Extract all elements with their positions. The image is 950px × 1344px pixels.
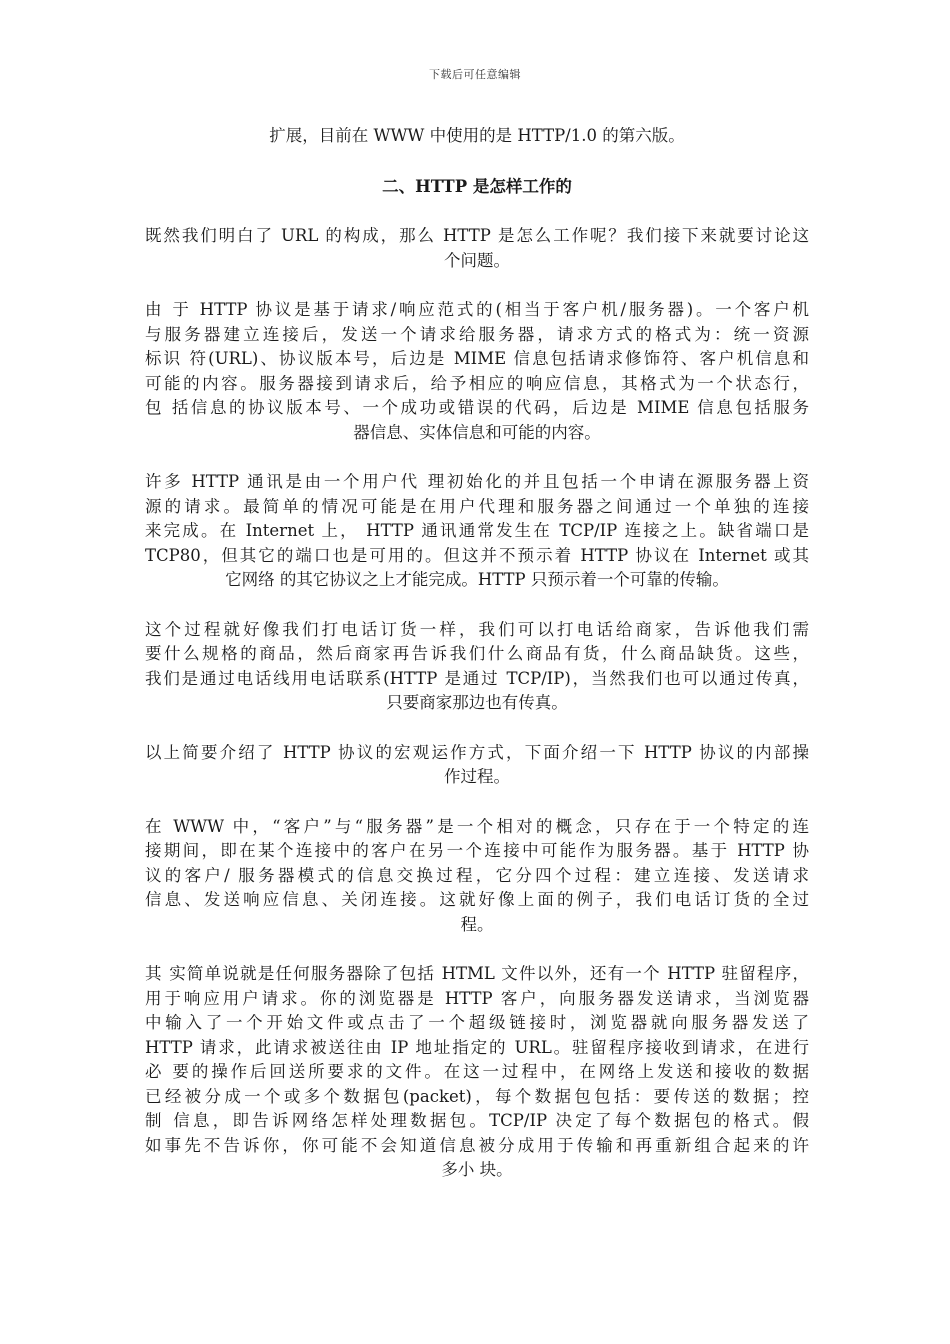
paragraph-4	[145, 618, 809, 716]
intro-paragraph	[145, 124, 809, 149]
text-line: 必 要的操作后回送所要求的文件。在这一过程中，在网络上发送和接收的数据	[145, 1062, 809, 1081]
paragraph-1	[145, 224, 809, 273]
text-line: 这个过程就好像我们打电话订货一样，我们可以打电话给商家，告诉他我们需	[145, 619, 809, 639]
text-line: 多小 块。	[441, 1160, 513, 1179]
text-line: 器信息、实体信息和可能的内容。	[353, 422, 601, 442]
text-line: 用于响应用户请求。你的浏览器是 HTTP 客户，向服务器发送请求，当浏览器	[145, 988, 809, 1008]
text-line: 包 括信息的协议版本号、一个成功或错误的代码，后边是 MIME 信息包括服务	[145, 398, 809, 417]
paragraph-7	[145, 962, 809, 1183]
page-header-note: 下载后可任意编辑	[429, 68, 521, 81]
text-line: 程。	[460, 914, 494, 934]
section-heading: 二、HTTP 是怎样工作的	[382, 176, 572, 196]
text-line: TCP80，但其它的端口也是可用的。但这并不预示着 HTTP 协议在 Internet 或其	[145, 545, 809, 565]
text-line: 与服务器建立连接后，发送一个请求给服务器，请求方式的格式为：统一资源	[145, 324, 809, 344]
text-line: 要什么规格的商品，然后商家再告诉我们什么商品有货，什么商品缺货。这些，	[145, 644, 809, 663]
text-line: 其 实简单说就是任何服务器除了包括 HTML 文件以外，还有一个 HTTP 驻留程序，	[145, 964, 809, 983]
text-line: 中输入了一个开始文件或点击了一个超级链接时，浏览器就向服务器发送了	[145, 1013, 809, 1032]
text-line: 只要商家那边也有传真。	[386, 693, 568, 712]
text-line: 制 信息，即告诉网络怎样处理数据包。TCP/IP 决定了每个数据包的格式。假	[145, 1111, 809, 1130]
text-line: 接期间，即在某个连接中的客户在另一个连接中可能作为服务器。基于 HTTP 协	[145, 841, 809, 860]
paragraph-5	[145, 741, 809, 790]
text-line: 已经被分成一个或多个数据包(packet)，每个数据包包括：要传送的数据；控	[145, 1086, 809, 1106]
text-line: 我们是通过电话线用电话联系(HTTP 是通过 TCP/IP)，当然我们也可以通过传真，	[145, 668, 809, 688]
text-line: 标识 符(URL)、协议版本号，后边是 MIME 信息包括请求修饰符、客户机信息和	[145, 349, 809, 368]
text-line: 扩展，目前在 WWW 中使用的是 HTTP/1.0 的第六版。	[269, 126, 685, 145]
text-line: 可能的内容。服务器接到请求后，给予相应的响应信息，其格式为一个状态行，	[145, 373, 809, 393]
paragraph-3	[145, 470, 809, 593]
text-line: 它网络 的其它协议之上才能完成。HTTP 只预示着一个可靠的传输。	[225, 570, 729, 589]
text-line: 作过程。	[444, 767, 510, 786]
text-line: 信息、发送响应信息、关闭连接。这就好像上面的例子，我们电话订货的全过	[145, 890, 809, 909]
text-line: 个问题。	[444, 250, 510, 270]
text-line: 以上简要介绍了 HTTP 协议的宏观运作方式，下面介绍一下 HTTP 协议的内部操	[145, 742, 809, 762]
text-line: 既然我们明白了 URL 的构成，那么 HTTP 是怎么工作呢？我们接下来就要讨论这	[145, 226, 809, 245]
text-line: 在 WWW 中，“客户”与“服务器”是一个相对的概念，只存在于一个特定的连	[145, 816, 809, 836]
text-line: 由 于 HTTP 协议是基于请求/响应范式的(相当于客户机/服务器)。一个客户机	[145, 300, 809, 319]
text-line: 许多 HTTP 通讯是由一个用户代 理初始化的并且包括一个申请在源服务器上资	[145, 472, 809, 491]
paragraph-2	[145, 298, 809, 445]
text-line: 议的客户/ 服务器模式的信息交换过程，它分四个过程：建立连接、发送请求	[145, 865, 809, 885]
text-line: 来完成。在 Internet 上， HTTP 通讯通常发生在 TCP/IP 连接之上。缺省端口是	[145, 521, 809, 540]
text-line: 源的请求。最简单的情况可能是在用户代理和服务器之间通过一个单独的连接	[145, 496, 809, 516]
document-body	[145, 124, 809, 1208]
text-line: HTTP 请求，此请求被送往由 IP 地址指定的 URL。驻留程序接收到请求，在进行	[145, 1037, 809, 1057]
paragraph-6	[145, 815, 809, 938]
text-line: 如事先不告诉你，你可能不会知道信息被分成用于传输和再重新组合起来的许	[145, 1135, 809, 1155]
